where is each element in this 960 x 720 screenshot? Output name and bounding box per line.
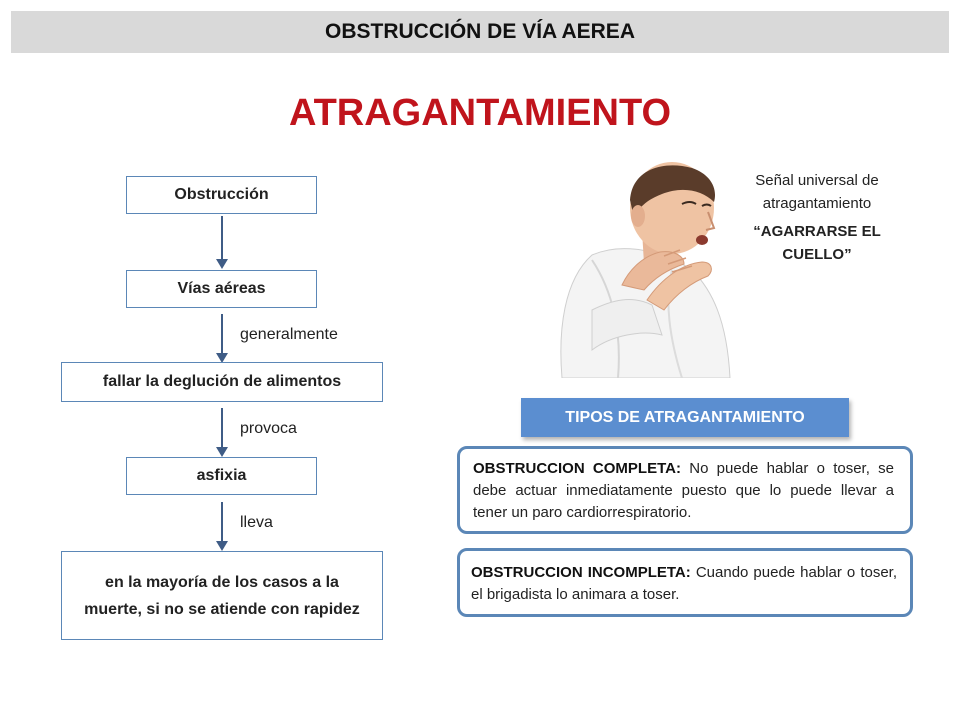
flow-arrowhead-3: [216, 447, 228, 457]
choking-person-illustration: [552, 160, 738, 378]
header-bar: [11, 11, 949, 53]
flow-box-obstruccion: Obstrucción: [126, 176, 317, 214]
card-obstruccion-completa: [457, 446, 913, 534]
card-incomplete-text: Cuando puede hablar o toser, el brigadista lo animara a toser.: [471, 564, 898, 603]
header-title: OBSTRUCCIÓN DE VÍA AEREA: [325, 20, 635, 43]
figure-quote: “AGARRARSE EL CUELLO”: [753, 223, 881, 263]
flow-box-muerte: en la mayoría de los casos a la muerte, si no se atiende con rapidez: [61, 551, 383, 640]
flow-arrow-4: [221, 502, 223, 542]
figure-caption: Señal universal de atragantamiento: [755, 172, 879, 212]
page-title: ATRAGANTAMIENTO: [288, 92, 672, 134]
flow-arrowhead-1: [216, 259, 228, 269]
flow-arrow-3: [221, 408, 223, 448]
card-obstruccion-incompleta: [457, 548, 913, 617]
flow-box-vias-aereas: Vías aéreas: [126, 270, 317, 308]
connector-generalmente: generalmente: [240, 326, 338, 343]
flow-arrow-2: [221, 314, 223, 354]
connector-lleva: lleva: [240, 514, 273, 531]
card-complete-text: No puede hablar o toser, se debe actuar inmediatamente puesto que lo puede llevar a tener un paro cardiorrespiratorio.: [473, 460, 894, 521]
card-complete-title: OBSTRUCCION COMPLETA:: [473, 460, 681, 477]
flow-box-deglucion: fallar la deglución de alimentos: [61, 362, 383, 402]
connector-provoca: provoca: [240, 420, 297, 437]
card-incomplete-title: OBSTRUCCION INCOMPLETA:: [471, 564, 691, 581]
flow-arrowhead-4: [216, 541, 228, 551]
types-heading-button[interactable]: TIPOS DE ATRAGANTAMIENTO: [521, 398, 849, 437]
flow-arrow-1: [221, 216, 223, 260]
flow-box-asfixia: asfixia: [126, 457, 317, 495]
